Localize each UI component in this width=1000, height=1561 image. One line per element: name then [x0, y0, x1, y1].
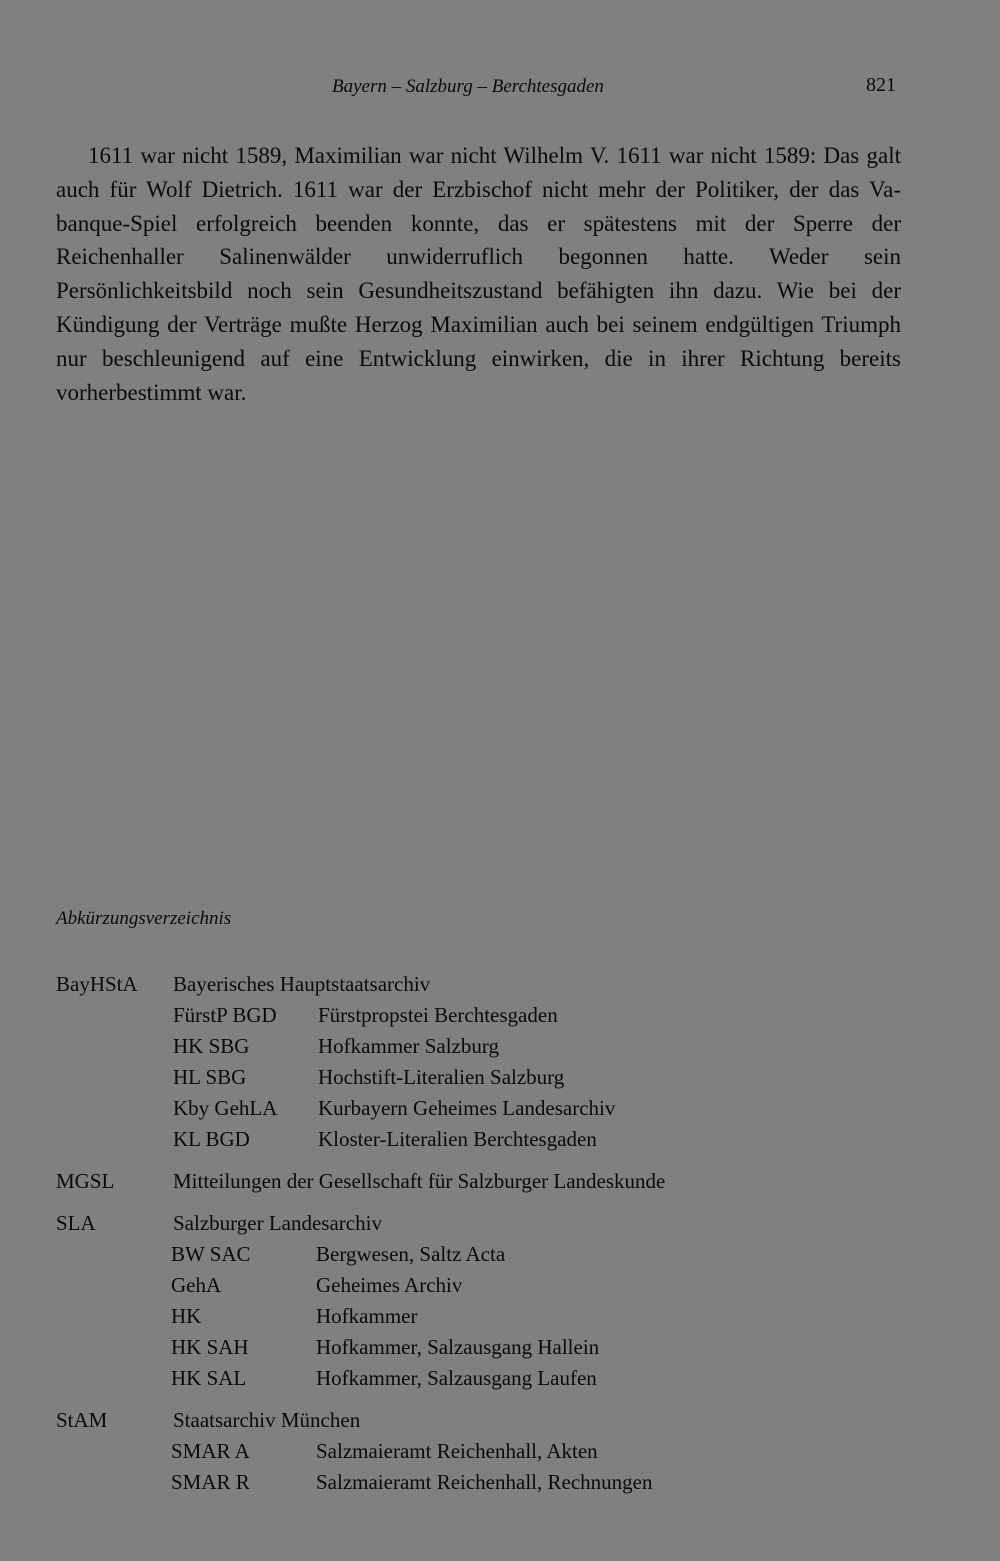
abbreviation-meaning: Hofkammer Salzburg — [318, 1034, 499, 1058]
abbreviation-meaning: Fürstpropstei Berchtesgaden — [318, 1003, 558, 1027]
abbreviation: HK SAH — [171, 1335, 249, 1359]
abbreviations-title: Abkürzungsverzeichnis — [56, 908, 232, 929]
abbreviation: StAM — [56, 1408, 108, 1432]
abbreviation-meaning: Salzmaieramt Reichenhall, Akten — [316, 1439, 598, 1463]
abbreviation-meaning: Hofkammer — [316, 1304, 418, 1328]
abbreviation: SLA — [56, 1211, 96, 1235]
abbreviation-meaning: Geheimes Archiv — [316, 1273, 463, 1297]
abbreviation: BayHStA — [56, 972, 138, 996]
abbreviation-meaning: Hofkammer, Salzausgang Hallein — [316, 1335, 600, 1359]
abbreviation: KL BGD — [173, 1127, 250, 1151]
abbreviation-meaning: Kurbayern Geheimes Landesarchiv — [318, 1096, 616, 1120]
abbreviation: Kby GehLA — [173, 1096, 278, 1120]
abbreviation: HK SAL — [171, 1366, 247, 1390]
abbreviation: SMAR R — [171, 1470, 250, 1494]
abbreviation: SMAR A — [171, 1439, 250, 1463]
abbreviation: GehA — [171, 1273, 222, 1297]
abbreviation: HL SBG — [173, 1065, 247, 1089]
abbreviation-meaning: Salzburger Landesarchiv — [173, 1211, 382, 1235]
abbreviation: MGSL — [56, 1169, 115, 1193]
abbreviation-meaning: Bergwesen, Saltz Acta — [316, 1242, 506, 1266]
abbreviation-meaning: Hofkammer, Salzausgang Laufen — [316, 1366, 597, 1390]
abbreviation-meaning: Hochstift-Literalien Salzburg — [318, 1065, 565, 1089]
abbreviation-meaning: Staatsarchiv München — [173, 1408, 361, 1432]
page-header — [0, 74, 1000, 106]
page-number: 821 — [866, 74, 896, 96]
abbreviation-meaning: Salzmaieramt Reichenhall, Rechnungen — [316, 1470, 653, 1494]
abbreviation: FürstP BGD — [173, 1003, 277, 1027]
abbreviation: HK — [171, 1304, 202, 1328]
running-title: Bayern – Salzburg – Berchtesgaden — [332, 76, 604, 97]
body-paragraph: 1611 war nicht 1589, Maximilian war nicht Wilhelm V. 1611 war nicht 1589: Das galt auch für Wolf Dietrich. 1611 war der Erzbischof nicht mehr der Politiker, der das Va-banque-Spiel erfolgreich beenden konnte, das er spätestens mit der Sperre der Reichenhaller Salinenwälder unwiderruflich begonnen hatte. Weder sein Persönlichkeitsbild noch sein Gesundheitszustand befähigten ihn dazu. Wie bei der Kündigung der Verträge mußte Herzog Maximilian auch bei seinem endgültigen Triumph nur beschleunigend auf eine Entwicklung einwirken, die in ihrer Richtung bereits vorherbestimmt war. — [56, 143, 901, 405]
abbreviation: HK SBG — [173, 1034, 250, 1058]
abbreviation: BW SAC — [171, 1242, 251, 1266]
abbreviation-meaning: Bayerisches Hauptstaatsarchiv — [173, 972, 431, 996]
abbreviation-meaning: Mitteilungen der Gesellschaft für Salzburger Landeskunde — [173, 1169, 666, 1193]
abbreviation-meaning: Kloster-Literalien Berchtesgaden — [318, 1127, 597, 1151]
